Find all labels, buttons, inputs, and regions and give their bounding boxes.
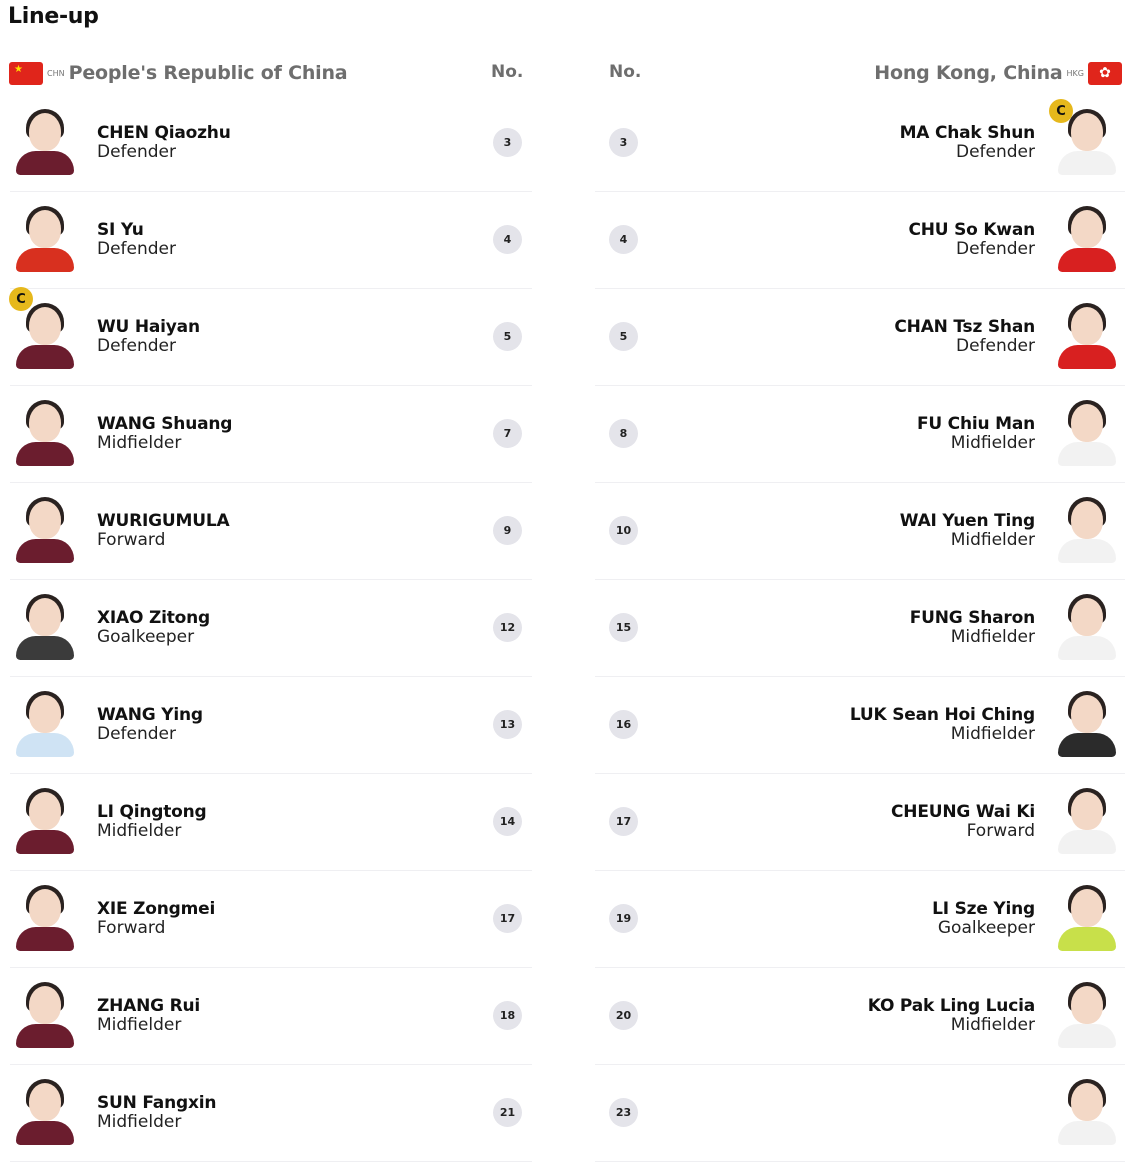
china-flag-icon: ★ xyxy=(9,62,43,85)
jersey-number-badge: 15 xyxy=(609,613,638,642)
player-photo-avatar xyxy=(14,982,76,1048)
home-number-column-header: No. xyxy=(491,62,524,82)
home-team-name: People's Republic of China xyxy=(68,62,348,84)
away-player-row[interactable] xyxy=(595,1065,1125,1162)
away-player-row[interactable] xyxy=(595,386,1125,483)
player-name[interactable]: FU Chiu Man xyxy=(916,414,1035,434)
player-position: Forward xyxy=(966,821,1035,841)
away-player-row[interactable] xyxy=(595,483,1125,580)
player-position: Midfielder xyxy=(950,530,1035,550)
jersey-number-badge: 5 xyxy=(493,322,522,351)
player-photo-avatar xyxy=(14,1079,76,1145)
jersey-number-badge: 20 xyxy=(609,1001,638,1030)
jersey-number-badge: 19 xyxy=(609,904,638,933)
player-position: Defender xyxy=(97,142,177,162)
home-player-row[interactable] xyxy=(10,677,532,774)
jersey-number-badge: 17 xyxy=(609,807,638,836)
player-name[interactable]: WANG Ying xyxy=(97,705,203,725)
home-player-row[interactable] xyxy=(10,386,532,483)
player-name[interactable]: SI Yu xyxy=(97,220,144,240)
player-photo-avatar xyxy=(14,400,76,466)
player-photo-avatar xyxy=(1056,400,1118,466)
player-position: Midfielder xyxy=(950,1015,1035,1035)
player-name[interactable]: CHEN Qiaozhu xyxy=(97,123,231,143)
player-name[interactable]: LI Sze Ying xyxy=(932,899,1035,919)
player-position: Forward xyxy=(97,918,166,938)
player-photo-avatar xyxy=(14,788,76,854)
away-team-name: Hong Kong, China xyxy=(874,62,1063,84)
jersey-number-badge: 10 xyxy=(609,516,638,545)
player-position: Defender xyxy=(97,336,177,356)
jersey-number-badge: 21 xyxy=(493,1098,522,1127)
player-photo-avatar xyxy=(1056,594,1118,660)
player-name[interactable]: WURIGUMULA xyxy=(97,511,230,531)
captain-badge-icon: C xyxy=(9,287,33,311)
away-team-code: HKG xyxy=(1066,68,1084,78)
away-player-row[interactable] xyxy=(595,871,1125,968)
player-photo-avatar xyxy=(14,206,76,272)
player-name[interactable]: XIAO Zitong xyxy=(97,608,210,628)
player-position: Midfielder xyxy=(97,1015,182,1035)
player-photo-avatar xyxy=(14,594,76,660)
player-position: Midfielder xyxy=(97,433,182,453)
player-photo-avatar xyxy=(1056,788,1118,854)
jersey-number-badge: 23 xyxy=(609,1098,638,1127)
player-name[interactable]: ZHANG Rui xyxy=(97,996,201,1016)
home-player-row[interactable] xyxy=(10,871,532,968)
away-player-row[interactable] xyxy=(595,289,1125,386)
away-player-row[interactable] xyxy=(595,968,1125,1065)
player-name[interactable]: LI Qingtong xyxy=(97,802,207,822)
player-photo-avatar xyxy=(1056,1079,1118,1145)
player-name[interactable]: WU Haiyan xyxy=(97,317,200,337)
home-team-header[interactable] xyxy=(9,58,347,88)
player-photo-avatar xyxy=(1056,885,1118,951)
player-name[interactable]: WAI Yuen Ting xyxy=(899,511,1035,531)
jersey-number-badge: 3 xyxy=(493,128,522,157)
player-photo-avatar xyxy=(1056,982,1118,1048)
player-photo-avatar xyxy=(14,885,76,951)
away-player-row[interactable] xyxy=(595,580,1125,677)
player-position: Midfielder xyxy=(950,724,1035,744)
home-player-row[interactable] xyxy=(10,483,532,580)
player-position: Defender xyxy=(955,336,1035,356)
home-player-row[interactable] xyxy=(10,1065,532,1162)
player-photo-avatar xyxy=(14,691,76,757)
jersey-number-badge: 4 xyxy=(609,225,638,254)
jersey-number-badge: 8 xyxy=(609,419,638,448)
player-position: Midfielder xyxy=(97,821,182,841)
jersey-number-badge: 3 xyxy=(609,128,638,157)
player-name[interactable]: KO Pak Ling Lucia xyxy=(867,996,1035,1016)
player-photo-avatar xyxy=(14,303,76,369)
home-player-row[interactable] xyxy=(10,192,532,289)
player-photo-avatar xyxy=(1056,691,1118,757)
player-position: Defender xyxy=(955,142,1035,162)
player-position: Midfielder xyxy=(950,627,1035,647)
player-photo-avatar xyxy=(14,109,76,175)
away-team-header[interactable] xyxy=(874,58,1122,88)
player-photo-avatar xyxy=(1056,303,1118,369)
jersey-number-badge: 9 xyxy=(493,516,522,545)
page-title: Line-up xyxy=(8,4,99,29)
home-player-row[interactable] xyxy=(10,774,532,871)
jersey-number-badge: 16 xyxy=(609,710,638,739)
away-number-column-header: No. xyxy=(609,62,642,82)
player-position: Midfielder xyxy=(97,1112,182,1132)
player-position: Defender xyxy=(97,724,177,744)
player-position: Defender xyxy=(955,239,1035,259)
player-name[interactable]: CHU So Kwan xyxy=(908,220,1035,240)
player-name[interactable]: WANG Shuang xyxy=(97,414,233,434)
jersey-number-badge: 4 xyxy=(493,225,522,254)
player-name[interactable]: CHEUNG Wai Ki xyxy=(891,802,1035,822)
jersey-number-badge: 14 xyxy=(493,807,522,836)
home-team-code: CHN xyxy=(47,68,65,78)
home-player-row[interactable] xyxy=(10,968,532,1065)
jersey-number-badge: 13 xyxy=(493,710,522,739)
jersey-number-badge: 12 xyxy=(493,613,522,642)
player-position: Goalkeeper xyxy=(937,918,1035,938)
captain-badge-icon: C xyxy=(1049,99,1073,123)
home-player-row[interactable] xyxy=(10,95,532,192)
player-name[interactable]: LUK Sean Hoi Ching xyxy=(849,705,1035,725)
player-position: Midfielder xyxy=(950,433,1035,453)
player-name[interactable]: SUN Fangxin xyxy=(97,1093,217,1113)
away-player-row[interactable] xyxy=(595,677,1125,774)
home-player-row[interactable] xyxy=(10,289,532,386)
away-player-row[interactable] xyxy=(595,192,1125,289)
away-player-row[interactable] xyxy=(595,95,1125,192)
player-name[interactable]: XIE Zongmei xyxy=(97,899,216,919)
player-position: Goalkeeper xyxy=(97,627,195,647)
player-name[interactable]: CHAN Tsz Shan xyxy=(894,317,1035,337)
player-name[interactable]: FUNG Sharon xyxy=(909,608,1035,628)
hong-kong-flag-icon: ✿ xyxy=(1088,62,1122,85)
away-player-row[interactable] xyxy=(595,774,1125,871)
player-position: Defender xyxy=(97,239,177,259)
jersey-number-badge: 17 xyxy=(493,904,522,933)
player-name[interactable]: MA Chak Shun xyxy=(899,123,1035,143)
home-player-row[interactable] xyxy=(10,580,532,677)
player-photo-avatar xyxy=(14,497,76,563)
player-photo-avatar xyxy=(1056,497,1118,563)
jersey-number-badge: 7 xyxy=(493,419,522,448)
player-position: Forward xyxy=(97,530,166,550)
jersey-number-badge: 18 xyxy=(493,1001,522,1030)
jersey-number-badge: 5 xyxy=(609,322,638,351)
player-photo-avatar xyxy=(1056,206,1118,272)
